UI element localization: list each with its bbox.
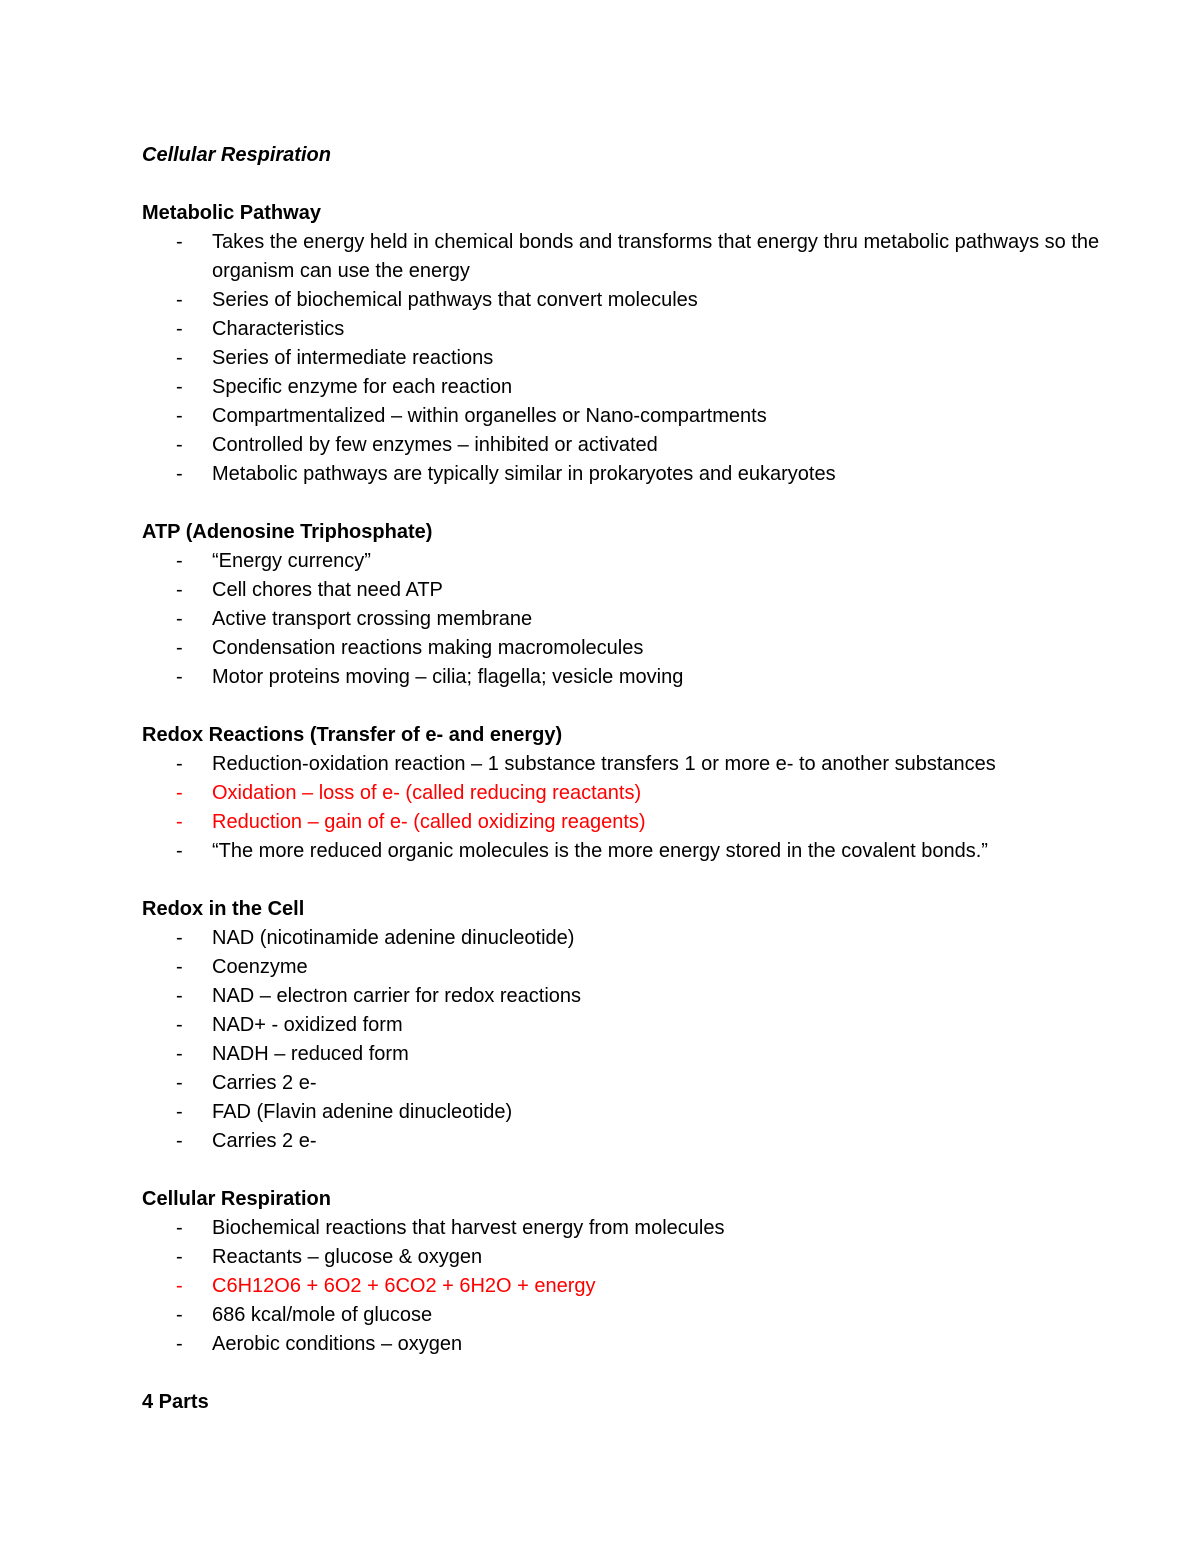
section bbox=[142, 1185, 1102, 1359]
list-item bbox=[142, 1330, 1102, 1359]
list-item-text: Takes the energy held in chemical bonds and transforms that energy thru metabolic pathways so the organism can use the energy bbox=[212, 231, 1100, 282]
section-heading: Redox in the Cell bbox=[142, 898, 305, 920]
section bbox=[142, 518, 1102, 692]
list-item-text: “The more reduced organic molecules is the more energy stored in the covalent bonds.” bbox=[212, 840, 988, 862]
list-item-text: Reduction-oxidation reaction – 1 substance transfers 1 or more e- to another substances bbox=[212, 753, 996, 775]
list-item-text: Reduction – gain of e- (called oxidizing reagents) bbox=[212, 811, 646, 833]
bullet-list bbox=[142, 547, 1102, 692]
list-item bbox=[142, 431, 1102, 460]
dash-bullet: - bbox=[176, 405, 183, 427]
section bbox=[142, 199, 1102, 489]
list-item-text: Carries 2 e- bbox=[212, 1072, 317, 1094]
list-item bbox=[142, 286, 1102, 315]
document-body bbox=[142, 199, 1102, 1417]
list-item-text: FAD (Flavin adenine dinucleotide) bbox=[212, 1101, 513, 1123]
dash-bullet: - bbox=[176, 637, 183, 659]
list-item-text: Series of intermediate reactions bbox=[212, 347, 494, 369]
bullet-list bbox=[142, 750, 1102, 866]
dash-bullet: - bbox=[176, 1275, 183, 1297]
dash-bullet: - bbox=[176, 1130, 183, 1152]
list-item-text: Characteristics bbox=[212, 318, 345, 340]
dash-bullet: - bbox=[176, 1014, 183, 1036]
list-item bbox=[142, 460, 1102, 489]
dash-bullet: - bbox=[176, 579, 183, 601]
list-item-text: Controlled by few enzymes – inhibited or activated bbox=[212, 434, 658, 456]
list-item bbox=[142, 953, 1102, 982]
list-item bbox=[142, 547, 1102, 576]
list-item bbox=[142, 1301, 1102, 1330]
section-heading: Cellular Respiration bbox=[142, 1188, 331, 1210]
dash-bullet: - bbox=[176, 1304, 183, 1326]
dash-bullet: - bbox=[176, 434, 183, 456]
list-item-text: Carries 2 e- bbox=[212, 1130, 317, 1152]
dash-bullet: - bbox=[176, 1217, 183, 1239]
section-heading: Metabolic Pathway bbox=[142, 202, 321, 224]
section bbox=[142, 721, 1102, 866]
list-item-text: NAD (nicotinamide adenine dinucleotide) bbox=[212, 927, 575, 949]
list-item-text: 686 kcal/mole of glucose bbox=[212, 1304, 433, 1326]
list-item-text: Condensation reactions making macromolecules bbox=[212, 637, 644, 659]
list-item bbox=[142, 1214, 1102, 1243]
dash-bullet: - bbox=[176, 231, 183, 253]
list-item-text: “Energy currency” bbox=[212, 550, 371, 572]
section bbox=[142, 895, 1102, 1156]
list-item-text: Coenzyme bbox=[212, 956, 308, 978]
list-item-text: NAD – electron carrier for redox reactions bbox=[212, 985, 582, 1007]
dash-bullet: - bbox=[176, 1101, 183, 1123]
dash-bullet: - bbox=[176, 840, 183, 862]
list-item bbox=[142, 344, 1102, 373]
dash-bullet: - bbox=[176, 927, 183, 949]
list-item bbox=[142, 634, 1102, 663]
list-item bbox=[142, 808, 1102, 837]
dash-bullet: - bbox=[176, 608, 183, 630]
list-item bbox=[142, 779, 1102, 808]
dash-bullet: - bbox=[176, 550, 183, 572]
list-item-text: C6H12O6 + 6O2 + 6CO2 + 6H2O + energy bbox=[212, 1275, 596, 1297]
dash-bullet: - bbox=[176, 1333, 183, 1355]
dash-bullet: - bbox=[176, 289, 183, 311]
list-item-text: Aerobic conditions – oxygen bbox=[212, 1333, 463, 1355]
section-heading: 4 Parts bbox=[142, 1391, 209, 1413]
dash-bullet: - bbox=[176, 463, 183, 485]
list-item-text: Oxidation – loss of e- (called reducing reactants) bbox=[212, 782, 642, 804]
document-page bbox=[142, 141, 1102, 1446]
dash-bullet: - bbox=[176, 782, 183, 804]
list-item bbox=[142, 1243, 1102, 1272]
list-item bbox=[142, 373, 1102, 402]
list-item-text: Compartmentalized – within organelles or Nano-compartments bbox=[212, 405, 767, 427]
list-item bbox=[142, 1272, 1102, 1301]
list-item-text: Cell chores that need ATP bbox=[212, 579, 443, 601]
bullet-list bbox=[142, 1214, 1102, 1359]
list-item bbox=[142, 402, 1102, 431]
section-heading: Redox Reactions (Transfer of e- and energy) bbox=[142, 724, 563, 746]
list-item-text: NADH – reduced form bbox=[212, 1043, 409, 1065]
list-item bbox=[142, 605, 1102, 634]
list-item-text: Metabolic pathways are typically similar in prokaryotes and eukaryotes bbox=[212, 463, 836, 485]
dash-bullet: - bbox=[176, 811, 183, 833]
section bbox=[142, 1388, 1102, 1417]
list-item bbox=[142, 663, 1102, 692]
list-item bbox=[142, 1098, 1102, 1127]
list-item bbox=[142, 1069, 1102, 1098]
list-item-text: Specific enzyme for each reaction bbox=[212, 376, 513, 398]
list-item bbox=[142, 1127, 1102, 1156]
list-item-text: Active transport crossing membrane bbox=[212, 608, 533, 630]
bullet-list bbox=[142, 924, 1102, 1156]
list-item-text: Biochemical reactions that harvest energy from molecules bbox=[212, 1217, 725, 1239]
list-item bbox=[142, 1040, 1102, 1069]
dash-bullet: - bbox=[176, 376, 183, 398]
list-item-text: Reactants – glucose & oxygen bbox=[212, 1246, 483, 1268]
dash-bullet: - bbox=[176, 753, 183, 775]
list-item-text: Series of biochemical pathways that convert molecules bbox=[212, 289, 698, 311]
dash-bullet: - bbox=[176, 956, 183, 978]
list-item-text: Motor proteins moving – cilia; flagella; vesicle moving bbox=[212, 666, 684, 688]
document-title: Cellular Respiration bbox=[142, 144, 331, 166]
list-item bbox=[142, 982, 1102, 1011]
dash-bullet: - bbox=[176, 666, 183, 688]
dash-bullet: - bbox=[176, 985, 183, 1007]
bullet-list bbox=[142, 228, 1102, 489]
list-item bbox=[142, 837, 1102, 866]
dash-bullet: - bbox=[176, 318, 183, 340]
dash-bullet: - bbox=[176, 1043, 183, 1065]
list-item bbox=[142, 924, 1102, 953]
dash-bullet: - bbox=[176, 347, 183, 369]
list-item bbox=[142, 576, 1102, 605]
list-item bbox=[142, 228, 1102, 286]
list-item bbox=[142, 315, 1102, 344]
section-heading: ATP (Adenosine Triphosphate) bbox=[142, 521, 433, 543]
dash-bullet: - bbox=[176, 1072, 183, 1094]
list-item bbox=[142, 750, 1102, 779]
dash-bullet: - bbox=[176, 1246, 183, 1268]
list-item bbox=[142, 1011, 1102, 1040]
list-item-text: NAD+ - oxidized form bbox=[212, 1014, 403, 1036]
